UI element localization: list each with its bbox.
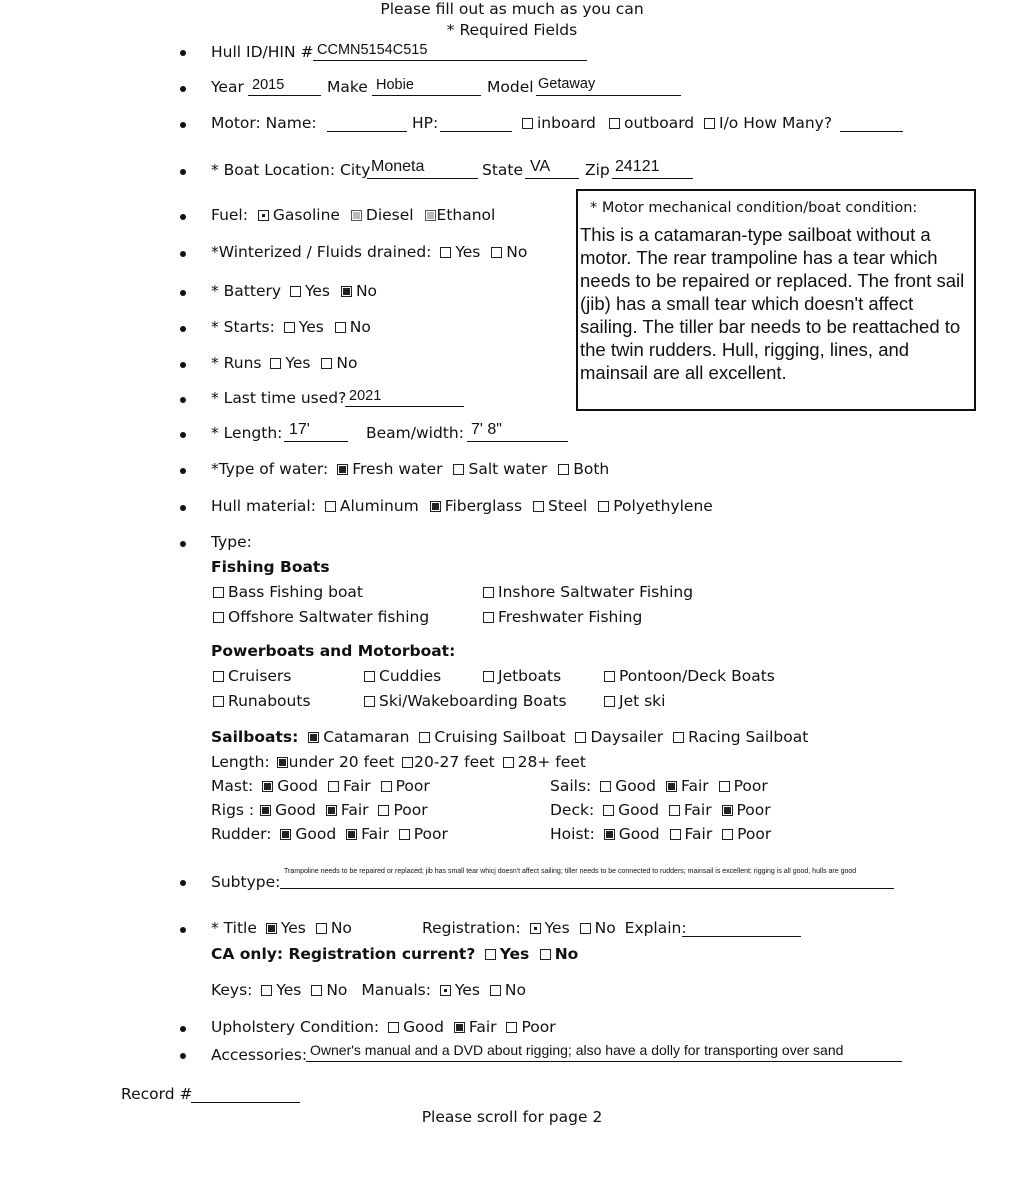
fiberglass-checkbox[interactable] — [430, 501, 441, 512]
beam-value[interactable]: 7' 8" — [471, 421, 502, 438]
io-checkbox[interactable] — [704, 118, 715, 129]
make-underline — [372, 95, 481, 96]
28-plus-label: 28+ feet — [517, 753, 586, 771]
jetboats-label: Jetboats — [498, 667, 562, 685]
hoist-good-checkbox[interactable] — [604, 829, 615, 840]
fishing-heading: Fishing Boats — [211, 558, 330, 576]
rudder-row — [211, 825, 448, 843]
title-label: * Title — [211, 919, 257, 937]
cruising-sailboat-label: Cruising Sailboat — [434, 728, 566, 746]
inshore-label: Inshore Saltwater Fishing — [498, 583, 694, 601]
subtype-value[interactable]: Trampoline needs to be repaired or replaced; jib has small tear whicj doesn't affect sailing; tiller needs to be connected to rudders; mainsail is excellent; rigging is all good, hulls are good — [284, 868, 857, 875]
ca-no-label: No — [554, 945, 579, 963]
bullet — [180, 214, 186, 220]
starts-no-checkbox[interactable] — [335, 322, 346, 333]
battery-row — [211, 282, 377, 300]
hull-id-label: Hull ID/HIN # — [211, 43, 314, 61]
jet-ski-option[interactable] — [604, 692, 665, 710]
condition-box-title: * Motor mechanical condition/boat condition: — [590, 200, 918, 216]
inshore-option[interactable] — [483, 583, 693, 601]
winterized-yes-label: Yes — [455, 243, 481, 261]
ca-registration-label: CA only: Registration current? — [211, 945, 476, 963]
registration-no-label: No — [594, 919, 616, 937]
salt-water-checkbox[interactable] — [453, 464, 464, 475]
both-water-checkbox[interactable] — [558, 464, 569, 475]
city-underline — [367, 178, 478, 179]
registration-yes-checkbox[interactable] — [530, 923, 541, 934]
deck-poor-checkbox[interactable] — [722, 805, 733, 816]
beam-underline — [467, 441, 568, 442]
rigs-row — [211, 801, 428, 819]
state-label: State — [482, 161, 524, 179]
manuals-yes-label: Yes — [454, 981, 480, 999]
freshwater-fishing-label: Freshwater Fishing — [498, 608, 643, 626]
cruisers-option[interactable] — [213, 667, 291, 685]
offshore-checkbox[interactable] — [213, 612, 224, 623]
how-many-field[interactable] — [840, 131, 903, 132]
hoist-label: Hoist: — [550, 825, 595, 843]
ca-yes-checkbox[interactable] — [485, 949, 496, 960]
upholstery-fair-label: Fair — [468, 1018, 497, 1036]
inshore-checkbox[interactable] — [483, 587, 494, 598]
title-no-checkbox[interactable] — [316, 923, 327, 934]
keys-label: Keys: — [211, 981, 253, 999]
mast-poor-checkbox[interactable] — [381, 781, 392, 792]
sails-good-checkbox[interactable] — [600, 781, 611, 792]
mast-label: Mast: — [211, 777, 254, 795]
ethanol-label: Ethanol — [436, 206, 496, 224]
rudder-poor-label: Poor — [413, 825, 448, 843]
battery-no-label: No — [355, 282, 378, 300]
manuals-yes-checkbox[interactable] — [440, 985, 451, 996]
io-label: I/o How Many? — [719, 114, 833, 132]
polyethylene-label: Polyethylene — [613, 497, 713, 515]
rudder-fair-label: Fair — [361, 825, 389, 843]
jetboats-checkbox[interactable] — [483, 671, 494, 682]
bullet — [180, 169, 186, 175]
water-row — [211, 460, 609, 478]
hoist-poor-checkbox[interactable] — [722, 829, 733, 840]
upholstery-label: Upholstery Condition: — [211, 1018, 380, 1036]
title-yes-checkbox[interactable] — [266, 923, 277, 934]
record-field[interactable] — [191, 1102, 300, 1103]
steel-label: Steel — [548, 497, 588, 515]
under-20-label: under 20 feet — [288, 753, 395, 771]
cruising-sailboat-checkbox[interactable] — [419, 732, 430, 743]
battery-no-checkbox[interactable] — [341, 286, 352, 297]
deck-fair-checkbox[interactable] — [669, 805, 680, 816]
mast-good-label: Good — [277, 777, 319, 795]
starts-no-label: No — [349, 318, 371, 336]
rigs-label: Rigs : — [211, 801, 255, 819]
scroll-note: Please scroll for page 2 — [421, 1108, 603, 1126]
length-underline — [284, 441, 348, 442]
rudder-good-label: Good — [295, 825, 337, 843]
salt-water-label: Salt water — [468, 460, 548, 478]
cuddies-checkbox[interactable] — [364, 671, 375, 682]
upholstery-poor-label: Poor — [521, 1018, 556, 1036]
keys-yes-checkbox[interactable] — [261, 985, 272, 996]
type-label: Type: — [211, 533, 252, 551]
outboard-checkbox[interactable] — [609, 118, 620, 129]
daysailer-checkbox[interactable] — [575, 732, 586, 743]
bullet — [180, 290, 186, 296]
deck-fair-label: Fair — [683, 801, 712, 819]
registration-no-checkbox[interactable] — [580, 923, 591, 934]
bullet — [180, 1026, 186, 1032]
runabouts-checkbox[interactable] — [213, 696, 224, 707]
rigs-poor-checkbox[interactable] — [378, 805, 389, 816]
keys-row — [211, 981, 526, 999]
freshwater-fishing-option[interactable] — [483, 608, 642, 626]
offshore-label: Offshore Saltwater fishing — [228, 608, 430, 626]
model-value[interactable]: Getaway — [538, 76, 596, 92]
winterized-no-label: No — [506, 243, 528, 261]
form-instruction: Please fill out as much as you can — [380, 0, 644, 18]
winterized-no-checkbox[interactable] — [491, 247, 502, 258]
bullet — [180, 86, 186, 92]
aluminum-checkbox[interactable] — [325, 501, 336, 512]
accessories-underline — [306, 1061, 902, 1062]
state-value[interactable]: VA — [530, 158, 551, 175]
motor-hp-label: HP: — [412, 114, 439, 132]
rigs-fair-checkbox[interactable] — [326, 805, 337, 816]
deck-good-label: Good — [618, 801, 659, 819]
20-27-label: 20-27 feet — [414, 753, 495, 771]
hoist-good-label: Good — [618, 825, 660, 843]
year-underline — [248, 95, 321, 96]
hull-material-row — [211, 497, 713, 515]
manuals-no-checkbox[interactable] — [490, 985, 501, 996]
cuddies-option[interactable] — [364, 667, 441, 685]
starts-yes-label: Yes — [298, 318, 324, 336]
deck-row — [550, 801, 771, 819]
city-label: * Boat Location: City — [211, 161, 371, 179]
bullet — [180, 1053, 186, 1059]
bullet — [180, 326, 186, 332]
freshwater-fishing-checkbox[interactable] — [483, 612, 494, 623]
runs-no-checkbox[interactable] — [321, 358, 332, 369]
pontoon-option[interactable] — [604, 667, 775, 685]
runs-yes-checkbox[interactable] — [270, 358, 281, 369]
runabouts-option[interactable] — [213, 692, 311, 710]
make-label: Make — [327, 78, 368, 96]
upholstery-poor-checkbox[interactable] — [506, 1022, 517, 1033]
zip-value[interactable]: 24121 — [615, 158, 660, 175]
sailboats-row — [211, 728, 808, 746]
winterized-row — [211, 243, 527, 261]
bass-checkbox[interactable] — [213, 587, 224, 598]
keys-no-checkbox[interactable] — [311, 985, 322, 996]
fuel-row — [211, 206, 495, 224]
mast-good-checkbox[interactable] — [262, 781, 273, 792]
bullet — [180, 880, 186, 886]
zip-label: Zip — [585, 161, 610, 179]
hull-id-underline — [313, 60, 587, 61]
motor-outboard-option[interactable] — [609, 114, 694, 132]
bullet — [180, 397, 186, 403]
ca-yes-label: Yes — [499, 945, 530, 963]
sails-poor-label: Poor — [733, 777, 768, 795]
rudder-label: Rudder: — [211, 825, 272, 843]
sails-poor-checkbox[interactable] — [719, 781, 730, 792]
mast-poor-label: Poor — [395, 777, 430, 795]
record-label: Record # — [121, 1085, 193, 1103]
aluminum-label: Aluminum — [339, 497, 419, 515]
last-used-value[interactable]: 2021 — [349, 388, 382, 404]
mast-row — [211, 777, 430, 795]
sails-fair-checkbox[interactable] — [666, 781, 677, 792]
sail-length-label: Length: — [211, 753, 270, 771]
registration-yes-label: Yes — [544, 919, 570, 937]
length-label: * Length: — [211, 424, 283, 442]
both-water-label: Both — [573, 460, 610, 478]
battery-yes-checkbox[interactable] — [290, 286, 301, 297]
bullet — [180, 251, 186, 257]
gasoline-label: Gasoline — [272, 206, 340, 224]
sails-row — [550, 777, 768, 795]
registration-row — [422, 919, 687, 937]
bullet — [180, 362, 186, 368]
explain-label: Explain: — [624, 919, 687, 937]
hoist-fair-checkbox[interactable] — [670, 829, 681, 840]
model-underline — [536, 95, 681, 96]
keys-yes-label: Yes — [276, 981, 302, 999]
cruisers-label: Cruisers — [228, 667, 292, 685]
mast-fair-checkbox[interactable] — [328, 781, 339, 792]
title-no-label: No — [330, 919, 352, 937]
deck-poor-label: Poor — [736, 801, 771, 819]
length-value[interactable]: 17' — [289, 421, 310, 438]
28-plus-checkbox[interactable] — [503, 757, 514, 768]
runs-no-label: No — [336, 354, 358, 372]
bullet — [180, 432, 186, 438]
bullet — [180, 468, 186, 474]
cuddies-label: Cuddies — [379, 667, 442, 685]
title-yes-label: Yes — [280, 919, 306, 937]
registration-label: Registration: — [422, 919, 521, 937]
rigs-good-checkbox[interactable] — [260, 805, 271, 816]
hoist-poor-label: Poor — [737, 825, 772, 843]
under-20-checkbox[interactable] — [277, 757, 288, 768]
hoist-fair-label: Fair — [684, 825, 713, 843]
ski-checkbox[interactable] — [364, 696, 375, 707]
motor-name-label: Motor: Name: — [211, 114, 317, 132]
ethanol-checkbox[interactable] — [425, 210, 436, 221]
jet-ski-label: Jet ski — [619, 692, 666, 710]
upholstery-good-checkbox[interactable] — [388, 1022, 399, 1033]
runs-row — [211, 354, 357, 372]
subtype-label: Subtype: — [211, 873, 281, 891]
offshore-option[interactable] — [213, 608, 429, 626]
runs-label: * Runs — [211, 354, 262, 372]
title-row — [211, 919, 352, 937]
power-heading: Powerboats and Motorboat: — [211, 642, 456, 660]
accessories-value[interactable]: Owner's manual and a DVD about rigging; also have a dolly for transporting over sand — [310, 1042, 844, 1058]
rudder-poor-checkbox[interactable] — [399, 829, 410, 840]
condition-box-text[interactable]: This is a catamaran-type sailboat without a motor. The rear trampoline has a tear which needs to be repaired or replaced. The front sail (jib) has a small tear which doesn't affect sailing. The tiller bar needs to be reattached to the twin rudders. Hull, rigging, lines, and mainsail are all excellent. — [580, 224, 965, 383]
bullet — [180, 50, 186, 56]
sails-good-label: Good — [615, 777, 657, 795]
hull-material-label: Hull material: — [211, 497, 316, 515]
water-label: *Type of water: — [211, 460, 329, 478]
deck-label: Deck: — [550, 801, 595, 819]
city-value[interactable]: Moneta — [371, 158, 425, 175]
20-27-checkbox[interactable] — [402, 757, 413, 768]
make-value[interactable]: Hobie — [376, 77, 414, 93]
year-value[interactable]: 2015 — [252, 77, 285, 93]
last-used-label: * Last time used? — [211, 389, 347, 407]
motor-hp-field[interactable] — [440, 131, 512, 132]
ca-no-checkbox[interactable] — [540, 949, 551, 960]
keys-no-label: No — [326, 981, 348, 999]
starts-yes-checkbox[interactable] — [284, 322, 295, 333]
sails-label: Sails: — [550, 777, 592, 795]
gasoline-checkbox[interactable] — [258, 210, 269, 221]
sailboats-heading: Sailboats: — [211, 728, 299, 746]
bass-label: Bass Fishing boat — [228, 583, 363, 601]
inboard-checkbox[interactable] — [522, 118, 533, 129]
hull-id-value[interactable]: CCMN5154C515 — [317, 42, 428, 58]
manuals-no-label: No — [504, 981, 526, 999]
explain-field[interactable] — [682, 936, 801, 937]
upholstery-good-label: Good — [403, 1018, 444, 1036]
racing-sailboat-checkbox[interactable] — [673, 732, 684, 743]
winterized-yes-checkbox[interactable] — [440, 247, 451, 258]
year-label: Year — [211, 78, 244, 96]
deck-good-checkbox[interactable] — [603, 805, 614, 816]
cruisers-checkbox[interactable] — [213, 671, 224, 682]
sails-fair-label: Fair — [680, 777, 709, 795]
subtype-underline — [280, 888, 894, 889]
last-used-underline — [345, 406, 464, 407]
zip-underline — [612, 178, 693, 179]
bullet — [180, 541, 186, 547]
motor-inboard-option[interactable] — [522, 114, 596, 132]
motor-name-field[interactable] — [327, 131, 407, 132]
hoist-row — [550, 825, 771, 843]
pontoon-checkbox[interactable] — [604, 671, 615, 682]
manuals-label: Manuals: — [361, 981, 431, 999]
racing-sailboat-label: Racing Sailboat — [688, 728, 809, 746]
catamaran-checkbox[interactable] — [308, 732, 319, 743]
starts-label: * Starts: — [211, 318, 275, 336]
bullet — [180, 927, 186, 933]
diesel-checkbox[interactable] — [351, 210, 362, 221]
state-underline — [525, 178, 579, 179]
bullet — [180, 505, 186, 511]
required-note: * Required Fields — [446, 21, 578, 39]
daysailer-label: Daysailer — [590, 728, 664, 746]
diesel-label: Diesel — [365, 206, 414, 224]
runabouts-label: Runabouts — [228, 692, 311, 710]
battery-label: * Battery — [211, 282, 282, 300]
rigs-poor-label: Poor — [393, 801, 428, 819]
ca-registration-row — [211, 945, 578, 963]
rigs-good-label: Good — [275, 801, 316, 819]
ski-label: Ski/Wakeboarding Boats — [379, 692, 567, 710]
winterized-label: *Winterized / Fluids drained: — [211, 243, 432, 261]
model-label: Model — [487, 78, 534, 96]
runs-yes-label: Yes — [285, 354, 311, 372]
inboard-label: inboard — [537, 114, 596, 132]
bullet — [180, 122, 186, 128]
upholstery-row — [211, 1018, 556, 1036]
polyethylene-checkbox[interactable] — [598, 501, 609, 512]
starts-row — [211, 318, 371, 336]
beam-label: Beam/width: — [366, 424, 464, 442]
bass-option[interactable] — [213, 583, 363, 601]
fresh-water-label: Fresh water — [352, 460, 443, 478]
jetboats-option[interactable] — [483, 667, 561, 685]
rudder-good-checkbox[interactable] — [280, 829, 291, 840]
ski-option[interactable] — [364, 692, 567, 710]
upholstery-fair-checkbox[interactable] — [454, 1022, 465, 1033]
pontoon-label: Pontoon/Deck Boats — [619, 667, 775, 685]
motor-io-option[interactable] — [704, 114, 832, 132]
sail-length-row — [211, 753, 586, 771]
mast-fair-label: Fair — [342, 777, 371, 795]
battery-yes-label: Yes — [304, 282, 331, 300]
catamaran-label: Catamaran — [323, 728, 410, 746]
fiberglass-label: Fiberglass — [444, 497, 523, 515]
rudder-fair-checkbox[interactable] — [346, 829, 357, 840]
outboard-label: outboard — [624, 114, 695, 132]
fresh-water-checkbox[interactable] — [337, 464, 348, 475]
steel-checkbox[interactable] — [533, 501, 544, 512]
rigs-fair-label: Fair — [340, 801, 369, 819]
fuel-label: Fuel: — [211, 206, 248, 224]
jet-ski-checkbox[interactable] — [604, 696, 615, 707]
accessories-label: Accessories: — [211, 1046, 308, 1064]
